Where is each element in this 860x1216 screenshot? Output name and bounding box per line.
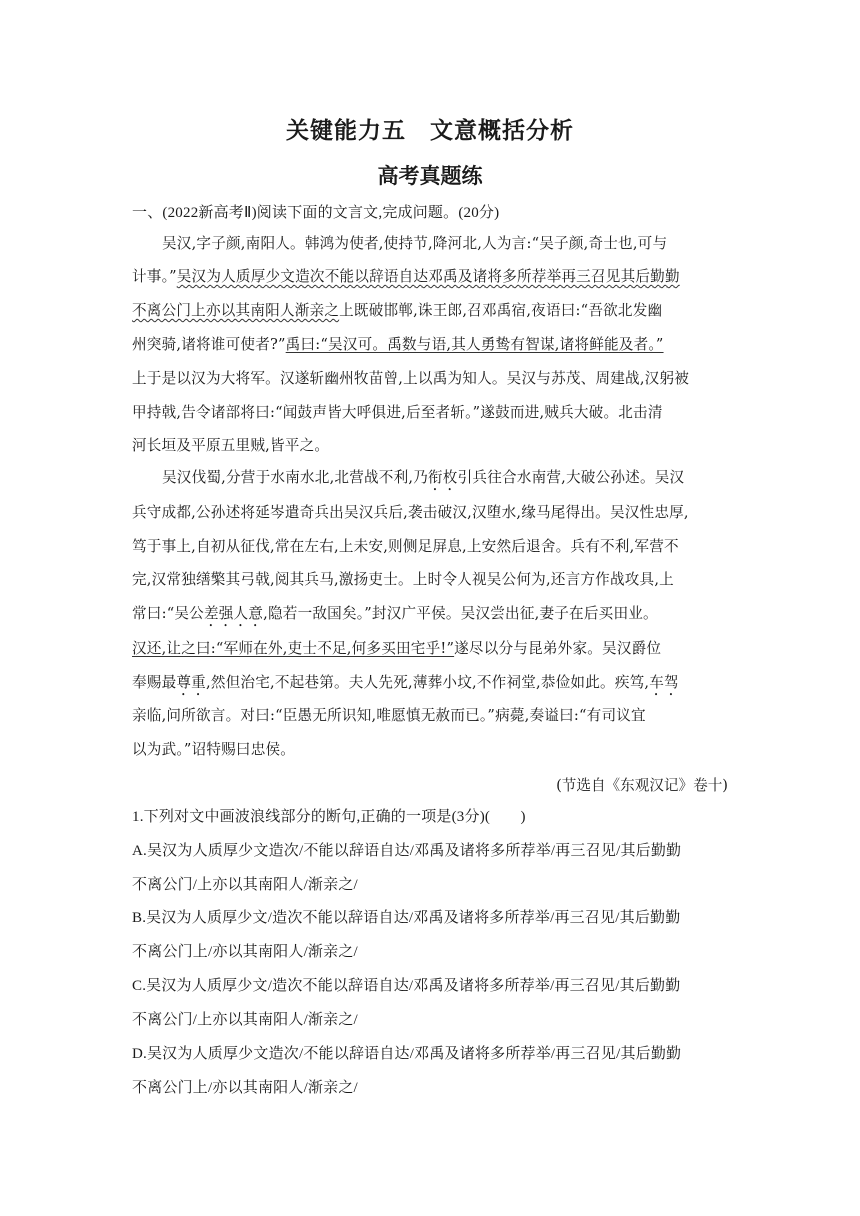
dotted-term: 车驾 xyxy=(649,674,679,691)
option-a[interactable]: A.吴汉为人质厚少文造次/不能以辞语自达/邓禹及诸将多所荐举/再三召见/其后勤勤 xyxy=(132,843,682,859)
passage-line: 吴汉,字子颜,南阳人。韩鸿为使者,使持节,降河北,人为言:“吴子颜,奇士也,可与 xyxy=(162,235,668,252)
passage-line: 不离公门上亦以其南阳人渐亲之上既破邯郸,诛王郎,召邓禹宿,夜语曰:“吾欲北发幽 xyxy=(132,302,663,319)
passage-line: 奉赐最尊重,然但治宅,不起巷第。夫人先死,薄葬小坟,不作祠堂,恭俭如此。疾笃,车驾 xyxy=(132,674,679,691)
dotted-term: 尊重 xyxy=(176,674,206,691)
option-d[interactable]: D.吴汉为人质厚少文造次/不能以辞语自达/邓禹及诸将多所荐举/再三召见/其后勤勤 xyxy=(132,1046,682,1062)
passage-line: 河长垣及平原五里贼,皆平之。 xyxy=(132,437,330,454)
page-title: 关键能力五 文意概括分析 xyxy=(286,118,574,144)
option-b-continued: 不离公门上/亦以其南阳人/渐亲之/ xyxy=(132,944,358,960)
section-subtitle: 高考真题练 xyxy=(377,164,483,188)
passage-line: 兵守成都,公孙述将延岑遣奇兵出吴汉兵后,袭击破汉,汉堕水,缘马尾得出。吴汉性忠厚, xyxy=(132,504,689,521)
question-stem: 1.下列对文中画波浪线部分的断句,正确的一项是(3分)( ) xyxy=(132,809,526,825)
underlined-text: 禹曰:“吴汉可。禹数与语,其人勇鸷有智谋,诸将鲜能及者。” xyxy=(285,336,664,353)
wavy-underlined-text: 吴汉为人质厚少文造次不能以辞语自达邓禹及诸将多所荐举再三召见其后勤勤 xyxy=(176,268,680,285)
dotted-term: 差强人意 xyxy=(203,605,264,622)
passage-line: 汉还,让之曰:“军师在外,吏士不足,何多买田宅乎!”遂尽以分与昆弟外家。吴汉爵位 xyxy=(132,640,662,657)
passage-line: 完,汉常独缮檠其弓戟,阅其兵马,激扬吏士。上时令人视吴公何为,还言方作战攻具,上 xyxy=(132,571,674,588)
passage-line: 以为武。”诏特赐曰忠侯。 xyxy=(132,741,296,758)
passage-line: 计事。”吴汉为人质厚少文造次不能以辞语自达邓禹及诸将多所荐举再三召见其后勤勤 xyxy=(132,268,680,285)
passage-line: 吴汉伐蜀,分营于水南水北,北营战不利,乃衔枚引兵往合水南营,大破公孙述。吴汉 xyxy=(162,469,685,486)
question-intro: 一、(2022新高考Ⅱ)阅读下面的文言文,完成问题。(20分) xyxy=(132,205,500,221)
option-d-continued: 不离公门上/亦以其南阳人/渐亲之/ xyxy=(132,1080,358,1096)
passage-line: 亲临,问所欲言。对曰:“臣愚无所识知,唯愿慎无赦而已。”病薨,奏谥曰:“有司议宜 xyxy=(132,707,646,724)
dotted-term: 衔枚 xyxy=(428,469,458,486)
passage-line: 上于是以汉为大将军。汉遂斩幽州牧苗曾,上以禹为知人。吴汉与苏茂、周建战,汉躬被 xyxy=(132,370,690,387)
source-citation: (节选自《东观汉记》卷十) xyxy=(556,777,728,794)
option-c-continued: 不离公门/上亦以其南阳人/渐亲之/ xyxy=(132,1012,358,1028)
passage-line: 州突骑,诸将谁可使者?”禹曰:“吴汉可。禹数与语,其人勇鸷有智谋,诸将鲜能及者。” xyxy=(132,336,664,353)
option-a-continued: 不离公门/上亦以其南阳人/渐亲之/ xyxy=(132,877,358,893)
passage-line: 常曰:“吴公差强人意,隐若一敌国矣。”封汉广平侯。吴汉尝出征,妻子在后买田业。 xyxy=(132,605,658,622)
underlined-text: 汉还,让之曰:“军师在外,吏士不足,何多买田宅乎!” xyxy=(132,640,455,657)
passage-line: 甲持戟,告令诸部将曰:“闻鼓声皆大呼俱进,后至者斩。”遂鼓而进,贼兵大破。北击清 xyxy=(132,404,663,421)
option-b[interactable]: B.吴汉为人质厚少文/造次不能以辞语自达/邓禹及诸将多所荐举/再三召见/其后勤勤 xyxy=(132,910,681,926)
option-c[interactable]: C.吴汉为人质厚少文/造次不能以辞语自达/邓禹及诸将多所荐举/再三召见/其后勤勤 xyxy=(132,978,681,994)
passage-line: 笃于事上,自初从征伐,常在左右,上未安,则侧足屏息,上安然后退舍。兵有不利,军营不 xyxy=(132,538,679,555)
wavy-underlined-text: 不离公门上亦以其南阳人渐亲之 xyxy=(132,302,340,319)
